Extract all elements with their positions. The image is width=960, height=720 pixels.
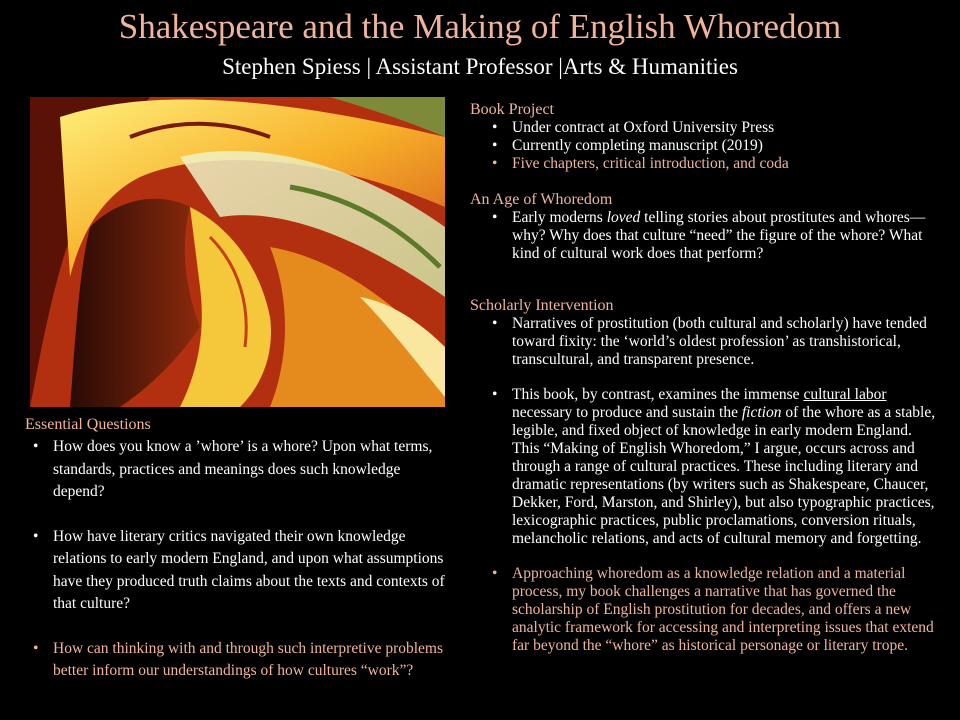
scholarly-intervention-list bbox=[470, 315, 940, 655]
emphasis-text: loved bbox=[606, 209, 641, 226]
emphasis-text: fiction bbox=[741, 404, 782, 421]
essential-questions-list bbox=[25, 436, 455, 683]
essential-questions-heading: Essential Questions bbox=[25, 416, 151, 433]
list-item: • How does you know a ’whore’ is a whore? Upon what terms, standards, practices and meanings does such knowledge depend? bbox=[25, 436, 455, 504]
text-segment: of the whore as a stable, legible, and fixed object of knowledge in early modern England. This “Making of English Whoredom,” I argue, occurs across and through a range of cultural practices. These including literary and dramatic representations (by writers such as Shakespeare, Chaucer, Dekker, Ford, Marston, and Shirley), but also typographic practices, lexicographic practices, public proclamations, conversion rituals, melancholic relations, and acts of cultural memory and forgetting. bbox=[512, 404, 936, 547]
underlined-text: cultural labor bbox=[803, 386, 887, 403]
book-project-list bbox=[470, 119, 940, 173]
list-item bbox=[470, 386, 940, 548]
age-of-whoredom-list bbox=[470, 209, 930, 263]
artwork-svg bbox=[30, 97, 445, 407]
age-of-whoredom-heading: An Age of Whoredom bbox=[470, 191, 613, 208]
list-item: • Approaching whoredom as a knowledge relation and a material process, my book challenges a narrative that has governed the scholarship of English prostitution for decades, and offers a new analytic framework for accessing and interpreting issues that extend far beyond the “whore” as historical personage or literary trope. bbox=[470, 565, 940, 655]
list-item: • Currently completing manuscript (2019) bbox=[470, 137, 940, 155]
list-item: • Narratives of prostitution (both cultural and scholarly) have tended toward fixity: the ‘world’s oldest profession’ as transhistorical, transcultural, and transparent presence. bbox=[470, 315, 940, 369]
text-segment: necessary to produce and sustain the bbox=[512, 404, 742, 421]
poster-title: Shakespeare and the Making of English Whoredom bbox=[118, 7, 842, 46]
poster-subtitle: Stephen Spiess | Assistant Professor |Arts & Humanities bbox=[222, 54, 738, 79]
text-segment: Early moderns bbox=[512, 209, 607, 226]
list-item bbox=[470, 209, 930, 263]
list-item: • Five chapters, critical introduction, and coda bbox=[470, 155, 940, 173]
list-item: • How can thinking with and through such interpretive problems better inform our understandings of how cultures “work”? bbox=[25, 638, 455, 683]
book-project-heading: Book Project bbox=[470, 101, 554, 118]
list-item: • Under contract at Oxford University Press bbox=[470, 119, 940, 137]
list-item: • How have literary critics navigated their own knowledge relations to early modern England, and upon what assumptions have they produced truth claims about the texts and contexts of that culture? bbox=[25, 526, 455, 616]
text-segment: telling stories about prostitutes and whores—why? Why does that culture “need” the figure of the whore? What kind of cultural work does that perform? bbox=[512, 209, 926, 262]
scholarly-intervention-heading: Scholarly Intervention bbox=[470, 297, 614, 314]
abstract-face-artwork bbox=[30, 97, 445, 407]
text-segment: This book, by contrast, examines the immense bbox=[512, 386, 804, 403]
